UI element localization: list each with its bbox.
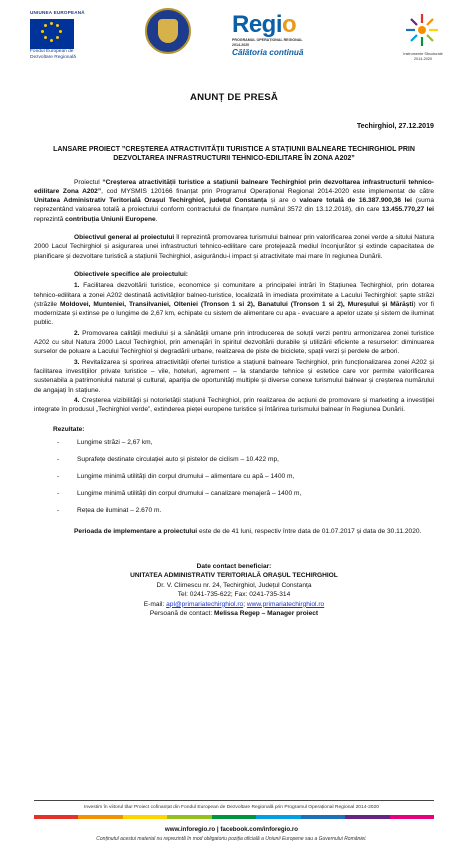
is-line-2: 2014-2020	[413, 56, 433, 61]
regio-word-o: o	[282, 11, 297, 38]
objective-1: 1. Facilitarea dezvoltării turistice, economice și comunitare a principalei intrări în Stațiunea Techirghiol, prin dotarea tehnico-edilitara a zonei A202 destinată activităților balneo-turistice, localizată în imediata proximitate a Lacului Techirghiol: șapte străzi (străzile Moldovei, Munteniei, Transilvaniei, Olteniei (Tronson 1 si 2), Banatului (Tronson 1 si 2), Mureșului și Mărăști) vor fi modernizate și extinse pe o lungime de 2,67 km, echipate cu sistem de alimentare cu apa - evacuare a apelor uzate și sistem de iluminat public.	[34, 282, 434, 327]
document-body	[34, 84, 434, 619]
regio-logo	[232, 12, 322, 57]
eu-logo	[30, 10, 120, 61]
email-link[interactable]: apl@primariatechirghiol.ro	[166, 600, 244, 608]
regio-program-1: PROGRAMUL OPERAȚIONAL REGIONAL	[232, 38, 303, 42]
list-item: - Suprafețe destinate circulației auto și pistelor de ciclism – 10.422 mp,	[77, 455, 434, 464]
objectives-heading: Obiectivele specifice ale proiectului:	[74, 270, 188, 278]
website-link[interactable]: www.primariatechirghiol.ro	[246, 600, 325, 608]
intro-paragraph: Proiectul “Creșterea atractivității turistice a stațiunii balneare Techirghiol prin dezvoltarea infrastructurii tehnico-edilitare Zona A202”, cod MYSMIS 120166 finanțat prin Programul Operațional Regional 2014-2020 este implementat de către Unitatea Administrativ Teritorială Orașul Techirghiol, județul Constanța și are o valoare totală de 16.387.900,36 lei (suma reprezentând valoarea totală a proiectului conform contractului de finanțare numărul 3572 din 13.12.2018), din care 13.455.770,27 lei reprezintă contribuția Uniunii Europene.	[34, 178, 435, 223]
eu-logo-caption-2: Dezvoltare Regională	[30, 55, 76, 60]
page-title: ANUNȚ DE PRESĂ	[189, 92, 279, 103]
list-item: - Lungime minimă utilități din corpul drumului – alimentare cu apă – 1400 m,	[77, 472, 434, 481]
objective-2: 2. Promovarea calității mediului și a sănătății umane prin introducerea de soluții verzi pentru armonizarea zonei turistice A202 cu situl Natura 2000 Lacul Techirghiol, prin amenajări în spiritul dezvoltării durabile și utilizării eficiente a resurselor: diminuarea surselor de poluare a Lacului Techirghiol și degradării urbane, realizarea de piste de biciclete, spații verzi și perdele de arbori.	[34, 329, 434, 356]
list-item: - Lungime străzi – 2,67 km,	[77, 438, 434, 447]
structural-instruments-text	[392, 52, 454, 61]
eu-logo-caption-1: Fondul European de	[30, 49, 74, 54]
romanian-government-seal-icon	[145, 8, 191, 54]
color-bar-segment	[345, 815, 389, 819]
footer-funding-note: Investim în viitorul tău! Proiect cofinanțat din Fondul European de Dezvoltare Regională prin Programul Operațional Regional 2014-2020	[84, 805, 379, 810]
footer-links[interactable]: www.inforegio.ro | facebook.com/inforegio.ro	[164, 826, 299, 833]
header-logos	[0, 8, 463, 70]
color-bar-segment	[167, 815, 211, 819]
color-bar-segment	[301, 815, 345, 819]
eu-flag-icon	[30, 19, 74, 49]
results-list	[34, 438, 434, 516]
footer-color-bar	[34, 815, 434, 819]
structural-instruments-logo	[392, 8, 454, 70]
document-date: Techirghiol, 27.12.2019	[356, 122, 434, 131]
regio-wordmark	[232, 12, 322, 38]
structural-instruments-star-icon	[404, 12, 440, 48]
contact-heading: Date contact beneficiar:	[196, 562, 272, 570]
contact-phone: Tel: 0241-735-622; Fax: 0241-735-314	[177, 591, 291, 599]
launch-heading: LANSARE PROIECT ”CREȘTEREA ATRACTIVITĂȚII TURISTICE A STAȚIUNII BALNEARE TECHIRGHIOL PRIN DEZVOLTAREA INFRASTRUCTURII TEHNICO-EDILITARE ÎN ZONA A202”	[53, 145, 415, 163]
color-bar-segment	[78, 815, 122, 819]
contact-org: UNITATEA ADMINISTRATIV TERITORIALĂ ORAȘUL TECHIRGHIOL	[130, 572, 338, 580]
objective-3: 3. Revitalizarea și sporirea atractivității ofertei turistice a stațiunii balneare Techirghiol, prin funcționalizarea zonei A202 și facilitarea investițiilor private turistice – vile, hoteluri, agrement – la standarde tehnice și estetice care vor permite valorificarea sustenabila a patrimoniului natural și cultural, apariția de oportunități multiple și diverse conexe turismului balnear și creșterea numărului de angajați în stațiune.	[34, 358, 434, 394]
implementation-period: Perioada de implementare a proiectului este de de 41 luni, respectiv între data de 01.07.2017 și data de 30.11.2020.	[74, 528, 422, 536]
color-bar-segment	[123, 815, 167, 819]
contact-email-line: E-mail: apl@primariatechirghiol.ro; www.primariatechirghiol.ro	[143, 600, 325, 608]
contact-address: Dr. V. Climescu nr. 24, Techirghiol, Județul Constanța	[156, 581, 312, 589]
results-heading: Rezultate:	[53, 426, 85, 434]
contact-person: Persoană de contact: Melissa Regep – Manager proiect	[149, 610, 319, 618]
regio-word-main: Regi	[232, 11, 283, 38]
list-item: - Rețea de iluminat – 2.670 m.	[77, 506, 434, 515]
color-bar-segment	[390, 815, 434, 819]
objective-4: 4. Creșterea vizibilității și notorietății stațiunii Techirghiol, prin realizarea de acțiuni de promovare și marketing a investiției integrate în produsul „Techirghiol verde”, extinderea pieței europene turistice și întărirea turismului balnear în Regiunea Dunării.	[34, 396, 434, 414]
color-bar-segment	[256, 815, 300, 819]
footer-disclaimer: Conținutul acestui material nu reprezintă în mod obligatoriu poziția oficială a Uniunii Europene sau a Guvernului României.	[96, 836, 367, 842]
regio-tagline: Călătoria continuă	[232, 48, 304, 57]
color-bar-segment	[212, 815, 256, 819]
footer-divider	[34, 800, 434, 801]
eu-logo-title: UNIUNEA EUROPEANĂ	[30, 10, 85, 15]
is-line-1: Instrumente Structurale	[403, 52, 443, 56]
regio-program-2: 2014-2020	[232, 43, 250, 47]
color-bar-segment	[34, 815, 78, 819]
general-objective-paragraph: Obiectivul general al proiectului îl reprezintă promovarea turismului balnear prin valorificarea zonei verde a sitului Natura 2000 Lacul Techirghiol și asigurarea unei infrastructuri tehnico-edilitare care protejează mediul înconjurător și extinde capacitatea de planificare și dezvoltare turistică a stațiunii Techirghiol, asigurându-i impact și atractivitate mai mare în regiunea Dunării.	[34, 234, 434, 260]
contact-block	[34, 562, 434, 619]
list-item: - Lungime minimă utilități din corpul drumului – canalizare menajeră – 1400 m,	[77, 489, 434, 498]
